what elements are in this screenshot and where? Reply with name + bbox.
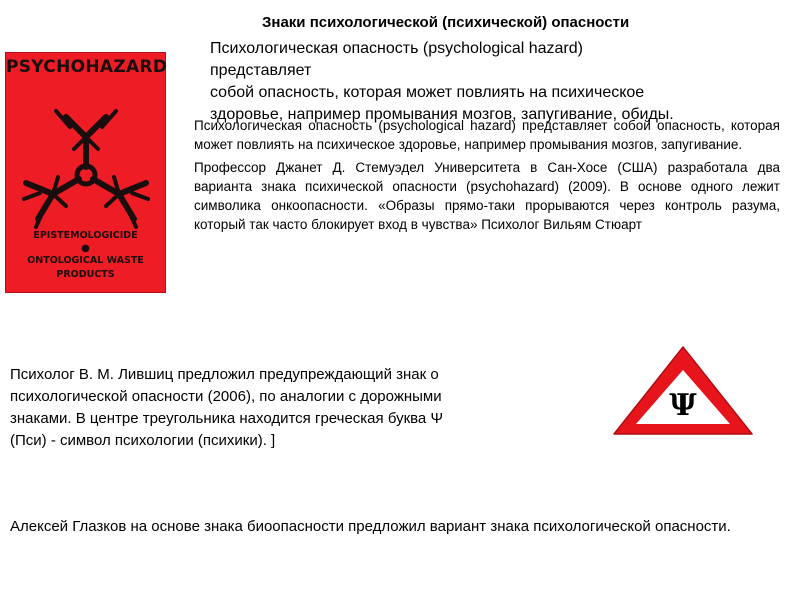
sign-separator-dot: ●	[81, 243, 90, 254]
psychohazard-sign-caption	[6, 229, 165, 282]
glazkov-paragraph: Алексей Глазков на основе знака биоопасности предложил вариант знака психологической опасности.	[10, 518, 731, 535]
intro-line: Психологическая опасность (psychological hazard)	[210, 40, 583, 57]
livshits-line: психологической опасности (2006), по аналогии с дорожными	[10, 388, 442, 405]
sign-line-products: PRODUCTS	[56, 269, 115, 280]
livshits-line: знаками. В центре треугольника находится греческая буква Ψ	[10, 410, 443, 427]
livshits-paragraph	[10, 364, 443, 452]
intro-line: собой опасность, которая может повлиять на психическое	[210, 84, 645, 101]
psychohazard-sign	[5, 52, 166, 293]
intro-text	[210, 38, 674, 126]
slide-title: Знаки психологической (психической) опасности	[262, 14, 630, 31]
psi-letter: Ψ	[669, 388, 697, 423]
psychohazard-trefoil-icon	[22, 103, 150, 233]
sign-line-ontological-waste: ONTOLOGICAL WASTE	[27, 255, 144, 266]
stemwedel-text-block	[194, 116, 780, 234]
psi-warning-triangle-icon	[610, 343, 756, 439]
stemwedel-paragraph: Профессор Джанет Д. Стемуэдел Университета в Сан-Хосе (США) разработала два варианта знака психической опасности (psychohazard) (2009). В основе одного лежит символика онкоопасности. «Образы прямо-таки прорываются через контроль разума, который так часто блокирует вход в чувства» Психолог Вильям Стюарт	[194, 160, 780, 232]
intro-line: здоровье, например промывания мозгов, запугивание, обиды.	[210, 106, 674, 123]
intro-line: представляет	[210, 62, 312, 79]
sign-line-epistemologicide: EPISTEMOLOGICIDE	[33, 230, 138, 241]
livshits-line: Психолог В. М. Лившиц предложил предупреждающий знак о	[10, 366, 439, 383]
psychohazard-sign-title: PSYCHOHAZARD	[6, 57, 168, 77]
livshits-line: (Пси) - символ психологии (психики). ]	[10, 432, 276, 449]
definition-paragraph: Психологическая опасность (psychological hazard) представляет собой опасность, которая может повлиять на психическое здоровье, например промывания мозгов, запугивание.	[194, 118, 780, 152]
